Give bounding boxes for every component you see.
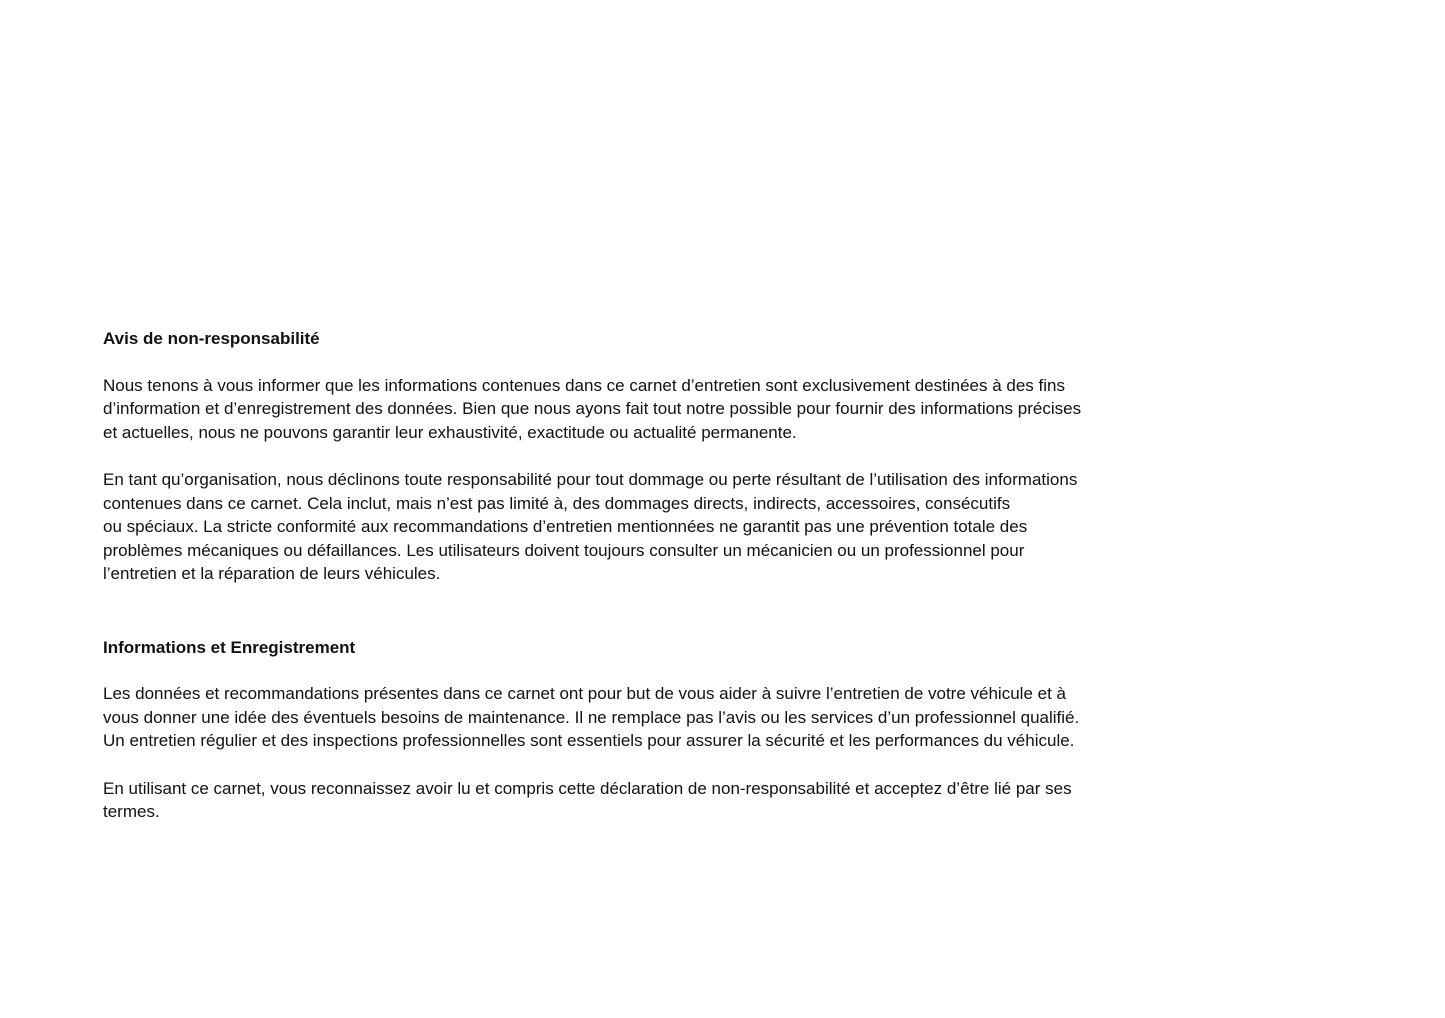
document-content bbox=[103, 327, 1263, 848]
information-paragraph-1: Les données et recommandations présentes dans ce carnet ont pour but de vous aider à suivre l’entretien de votre véhicule et à vous donner une idée des éventuels besoins de maintenance. Il ne remplace pas l’avis ou les services d’un professionnel qualifié. Un entretien régulier et des inspections professionnelles sont essentiels pour assurer la sécurité et les performances du véhicule. bbox=[103, 684, 1080, 750]
information-paragraph-2: En utilisant ce carnet, vous reconnaissez avoir lu et compris cette déclaration de non-responsabilité et acceptez d’être lié par ses termes. bbox=[103, 778, 1072, 821]
information-heading: Informations et Enregistrement bbox=[103, 637, 356, 657]
disclaimer-paragraph-2: En tant qu’organisation, nous déclinons toute responsabilité pour tout dommage ou perte résultant de l’utilisation des informations contenues dans ce carnet. Cela inclut, mais n’est pas limité à, des dommages directs, indirects, accessoires, consécutifs ou spéciaux. La stricte conformité aux recommandations d’entretien mentionnées ne garantit pas une prévention totale des problèmes mécaniques ou défaillances. Les utilisateurs doivent toujours consulter un mécanicien ou un professionnel pour l’entretien et la réparation de leurs véhicules. bbox=[103, 470, 1078, 583]
disclaimer-heading: Avis de non-responsabilité bbox=[103, 329, 320, 348]
section-disclaimer bbox=[103, 327, 1263, 586]
section-information bbox=[103, 636, 1263, 824]
disclaimer-paragraph-1: Nous tenons à vous informer que les informations contenues dans ce carnet d’entretien sont exclusivement destinées à des fins d’information et d’enregistrement des données. Bien que nous ayons fait tout notre possible pour fournir des informations précises et actuelles, nous ne pouvons garantir leur exhaustivité, exactitude ou actualité permanente. bbox=[103, 375, 1082, 442]
